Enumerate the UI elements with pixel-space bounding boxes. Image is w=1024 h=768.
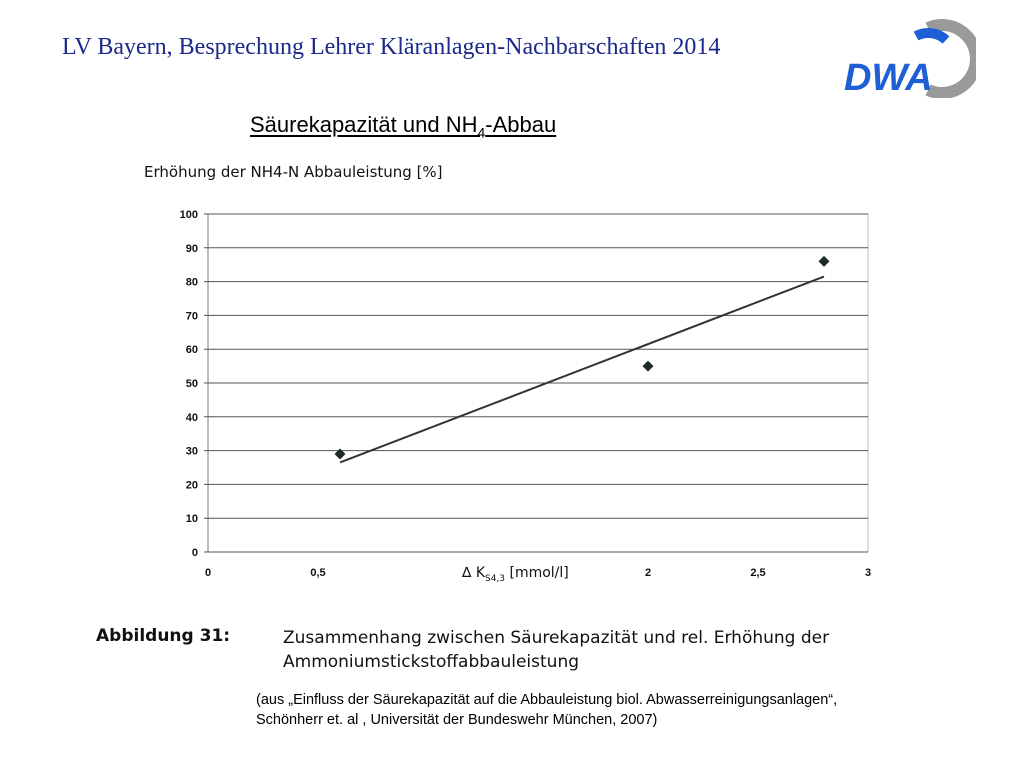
y-tick-label-20: 20 [185,479,198,492]
y-tick-label-30: 30 [185,445,198,458]
y-tick-label-100: 100 [179,209,198,221]
x-tick-label-3: 3 [864,567,872,579]
x-tick-label-0_5: 0,5 [310,567,326,579]
source-line2: Schönherr et. al , Universität der Bundeswehr München, 2007) [256,712,658,728]
y-tick-label-0: 0 [191,547,198,559]
slide-title-sub: 4 [477,124,486,141]
y-tick-label-50: 50 [185,378,198,390]
logo-text: DWA [844,57,933,98]
slide-title-main: Säurekapazität und NH [250,112,478,137]
x-axis-title-sub: S4,3 [485,573,506,584]
x-axis-title-prefix: ∆ K [462,565,485,581]
y-tick-label-60: 60 [185,344,198,357]
y-tick-label-40: 40 [185,411,198,424]
figure-caption-line1: Zusammenhang zwischen Säurekapazität und rel. Erhöhung der [283,628,830,648]
source-citation [256,690,976,730]
figure-label: Abbildung 31: [96,626,231,646]
y-tick-label-10: 10 [185,513,198,526]
header-title: LV Bayern, Besprechung Lehrer Kläranlagen-Nachbarschaften 2014 [62,34,721,60]
x-tick-label-2: 2 [644,567,652,579]
source-line1: (aus „Einfluss der Säurekapazität auf die Abbauleistung biol. Abwasserreinigungsanlagen“, [256,692,838,708]
y-tick-label-70: 70 [185,310,198,323]
x-axis-title [462,565,569,584]
y-axis-title: Erhöhung der NH4-N Abbauleistung [%] [144,163,443,181]
data-point-3 [819,256,830,267]
y-tick-label-90: 90 [185,242,198,255]
x-tick-label-2_5: 2,5 [750,567,766,579]
x-axis-title-suffix: [mmol/l] [505,565,569,581]
figure-caption [283,626,923,674]
x-tick-label-0: 0 [204,567,212,579]
slide-title-end: -Abbau [485,112,557,137]
figure-caption-line2: Ammoniumstickstoffabbauleistung [283,652,580,672]
data-point-2 [643,361,654,372]
y-tick-label-80: 80 [185,276,198,289]
trendline [340,277,824,463]
